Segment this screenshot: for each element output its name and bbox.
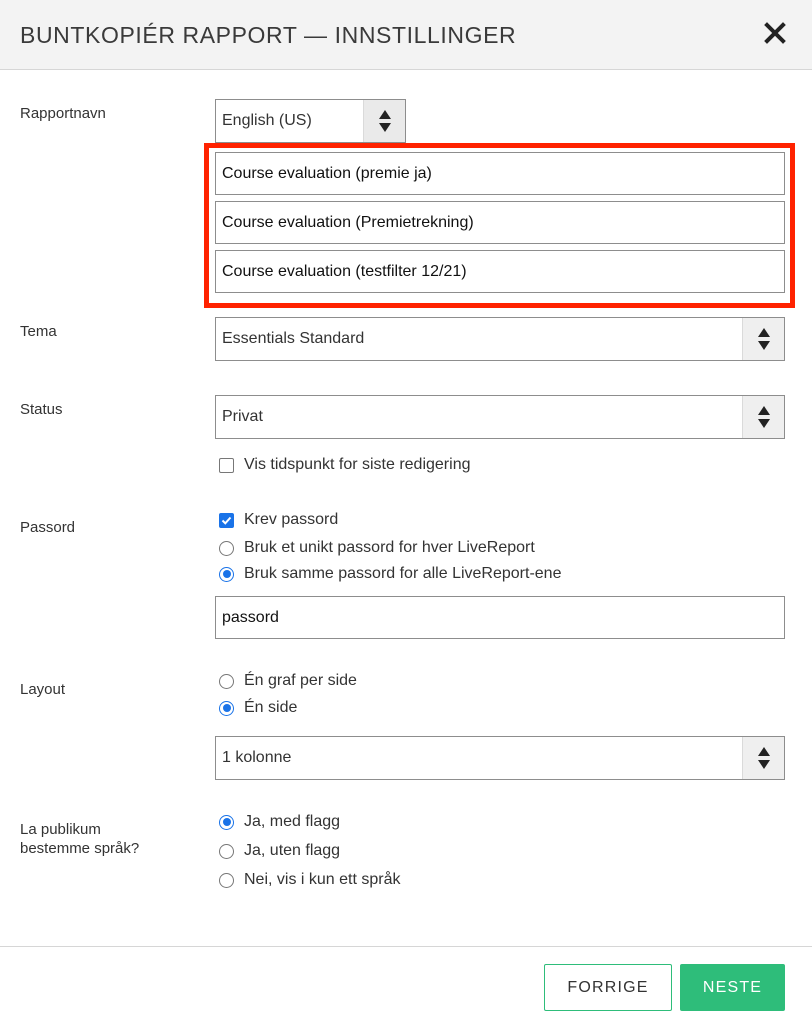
report-name-field-3[interactable] <box>216 251 784 292</box>
select-arrows-icon <box>742 318 784 360</box>
theme-select-value: Essentials Standard <box>222 330 365 347</box>
dialog-title: BUNTKOPIÉR RAPPORT — INNSTILLINGER <box>20 22 517 48</box>
require-password-option[interactable] <box>219 510 338 530</box>
theme-label: Tema <box>20 323 57 340</box>
show-last-edited-label: Vis tidspunkt for siste redigering <box>244 456 471 473</box>
select-arrows-icon <box>363 100 405 142</box>
report-name-input-2[interactable] <box>215 201 785 244</box>
select-arrows-icon <box>742 737 784 779</box>
columns-select-value: 1 kolonne <box>222 749 292 766</box>
unique-password-option[interactable] <box>219 538 535 558</box>
one-page-radio[interactable] <box>219 701 234 716</box>
close-button[interactable] <box>760 16 790 50</box>
next-button[interactable]: NESTE <box>680 964 785 1011</box>
status-select-value: Privat <box>222 408 263 425</box>
one-page-option[interactable] <box>219 698 297 718</box>
one-chart-per-page-radio[interactable] <box>219 674 234 689</box>
yes-without-flags-radio[interactable] <box>219 844 234 859</box>
yes-with-flags-label: Ja, med flagg <box>244 813 341 830</box>
select-arrows-icon <box>742 396 784 438</box>
footer-divider <box>0 946 812 947</box>
checkmark-icon <box>219 513 234 528</box>
yes-without-flags-option[interactable] <box>219 841 340 861</box>
dialog-header <box>0 0 812 70</box>
yes-with-flags-radio[interactable] <box>219 815 234 830</box>
yes-without-flags-label: Ja, uten flagg <box>244 842 341 859</box>
one-page-label: Én side <box>244 699 298 716</box>
theme-select[interactable] <box>215 317 785 361</box>
previous-button[interactable]: FORRIGE <box>544 964 672 1011</box>
single-language-radio[interactable] <box>219 873 234 888</box>
close-icon <box>764 22 786 44</box>
language-select[interactable] <box>215 99 406 143</box>
unique-password-radio[interactable] <box>219 541 234 556</box>
password-label: Passord <box>20 519 76 536</box>
same-password-label: Bruk samme passord for alle LiveReport-ene <box>244 565 562 582</box>
same-password-radio[interactable] <box>219 567 234 582</box>
password-input[interactable] <box>215 596 785 639</box>
one-chart-per-page-option[interactable] <box>219 671 357 691</box>
language-select-value: English (US) <box>222 112 312 129</box>
columns-select[interactable] <box>215 736 785 780</box>
show-last-edited-checkbox[interactable] <box>219 458 234 473</box>
require-password-label: Krev passord <box>244 511 339 528</box>
report-name-field-1[interactable] <box>216 153 784 194</box>
password-field[interactable] <box>216 597 784 638</box>
report-name-input-1[interactable] <box>215 152 785 195</box>
single-language-label: Nei, vis i kun ett språk <box>244 871 401 888</box>
same-password-option[interactable] <box>219 564 561 584</box>
unique-password-label: Bruk et unikt passord for hver LiveReport <box>244 539 535 556</box>
show-last-edited-option[interactable] <box>219 455 470 475</box>
report-name-field-2[interactable] <box>216 202 784 243</box>
one-chart-per-page-label: Én graf per side <box>244 672 357 689</box>
yes-with-flags-option[interactable] <box>219 812 340 832</box>
layout-label: Layout <box>20 681 66 698</box>
require-password-checkbox[interactable] <box>219 513 234 528</box>
report-name-input-3[interactable] <box>215 250 785 293</box>
single-language-option[interactable] <box>219 870 401 890</box>
language-choice-label: La publikum bestemme språk? <box>20 821 140 857</box>
report-name-label: Rapportnavn <box>20 105 106 122</box>
status-label: Status <box>20 401 63 418</box>
status-select[interactable] <box>215 395 785 439</box>
